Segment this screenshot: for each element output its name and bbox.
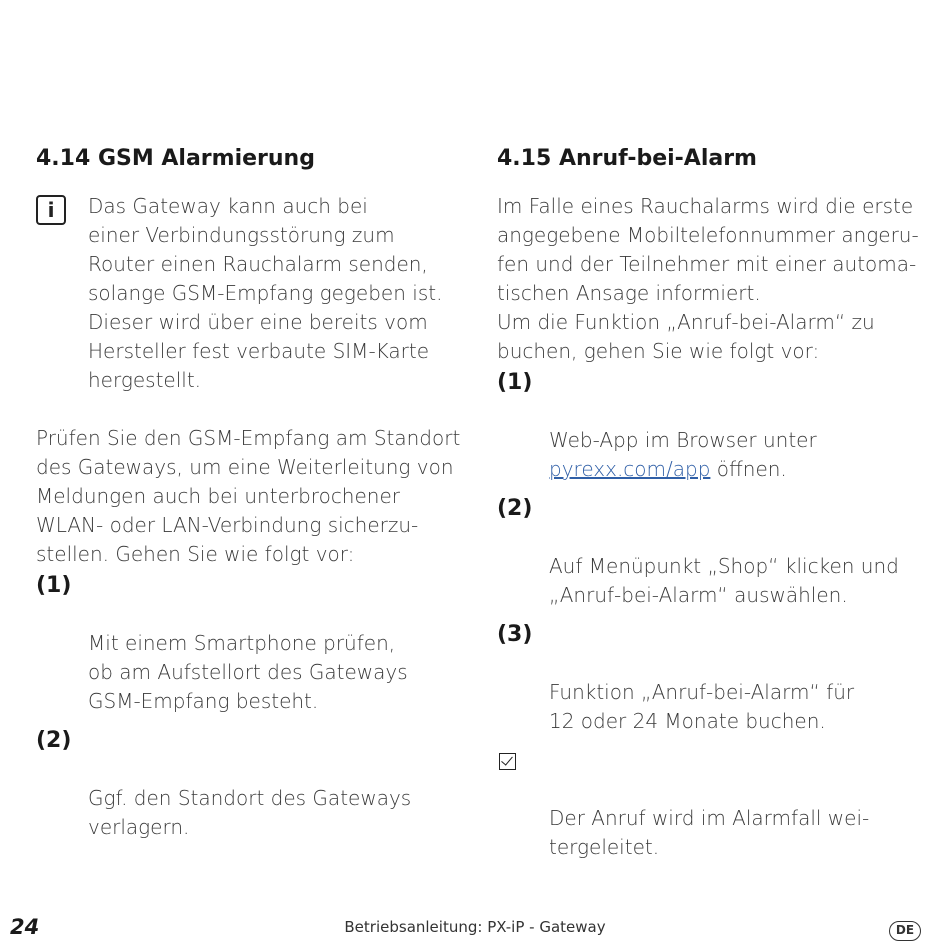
result-note <box>497 746 927 862</box>
left-column <box>36 138 466 852</box>
list-item <box>36 571 466 716</box>
spacer <box>36 395 466 424</box>
info-note-text: Das Gateway kann auch bei einer Verbindungsstörung zum Router einen Rauchalarm senden, solange GSM-Empfang gegeben ist. Dieser wird über eine bereits vom Hersteller fest verbaute SIM-Karte hergestellt. <box>88 194 443 392</box>
right-column <box>497 138 927 862</box>
info-icon: i <box>36 195 66 225</box>
step-number: (2) <box>497 496 533 521</box>
step-number: (2) <box>36 728 72 753</box>
anruf-steps-list <box>497 368 927 736</box>
checkbox-checked-icon <box>499 753 516 770</box>
gsm-steps-list <box>36 571 466 842</box>
info-note <box>36 192 466 395</box>
section-heading-anruf: 4.15 Anruf-bei-Alarm <box>497 146 757 171</box>
step-number: (1) <box>36 573 72 598</box>
footer-title: Betriebsanleitung: PX-iP - Gateway <box>344 918 606 936</box>
step-text-after: öffnen. <box>710 457 787 481</box>
gsm-intro-text: Prüfen Sie den GSM-Empfang am Standort des Gateways, um eine Weiterleitung von Meldungen auch bei unterbrochener WLAN- oder LAN-Verbindung sicherzu- stellen. Gehen Sie wie folgt vor: <box>36 426 461 566</box>
language-badge: DE <box>889 921 921 941</box>
step-text: Funktion „Anruf-bei-Alarm“ für 12 oder 24 Monate buchen. <box>549 680 855 733</box>
step-number: (1) <box>497 370 533 395</box>
list-item <box>36 726 466 842</box>
step-text-before: Web-App im Browser unter <box>549 428 817 452</box>
step-number: (3) <box>497 622 533 647</box>
step-text: Mit einem Smartphone prüfen, ob am Aufstellort des Gateways GSM-Empfang besteht. <box>88 631 408 713</box>
result-text: Der Anruf wird im Alarmfall wei- tergeleitet. <box>549 806 870 859</box>
list-item <box>497 494 927 610</box>
list-item <box>497 620 927 736</box>
anruf-intro-text: Im Falle eines Rauchalarms wird die erste angegebene Mobiltelefonnummer angeru- fen und der Teilnehmer mit einer automa- tischen Ansage informiert. Um die Funktion „Anruf-bei-Alarm“ zu buchen, gehen Sie wie folgt vor: <box>497 194 919 363</box>
step-text: Auf Menüpunkt „Shop“ klicken und „Anruf-bei-Alarm“ auswählen. <box>549 554 899 607</box>
section-heading-gsm: 4.14 GSM Alarmierung <box>36 146 315 171</box>
page-number: 24 <box>10 915 40 939</box>
step-text: Ggf. den Standort des Gateways verlagern. <box>88 786 412 839</box>
web-app-link[interactable]: pyrexx.com/app <box>549 457 711 481</box>
list-item <box>497 368 927 484</box>
